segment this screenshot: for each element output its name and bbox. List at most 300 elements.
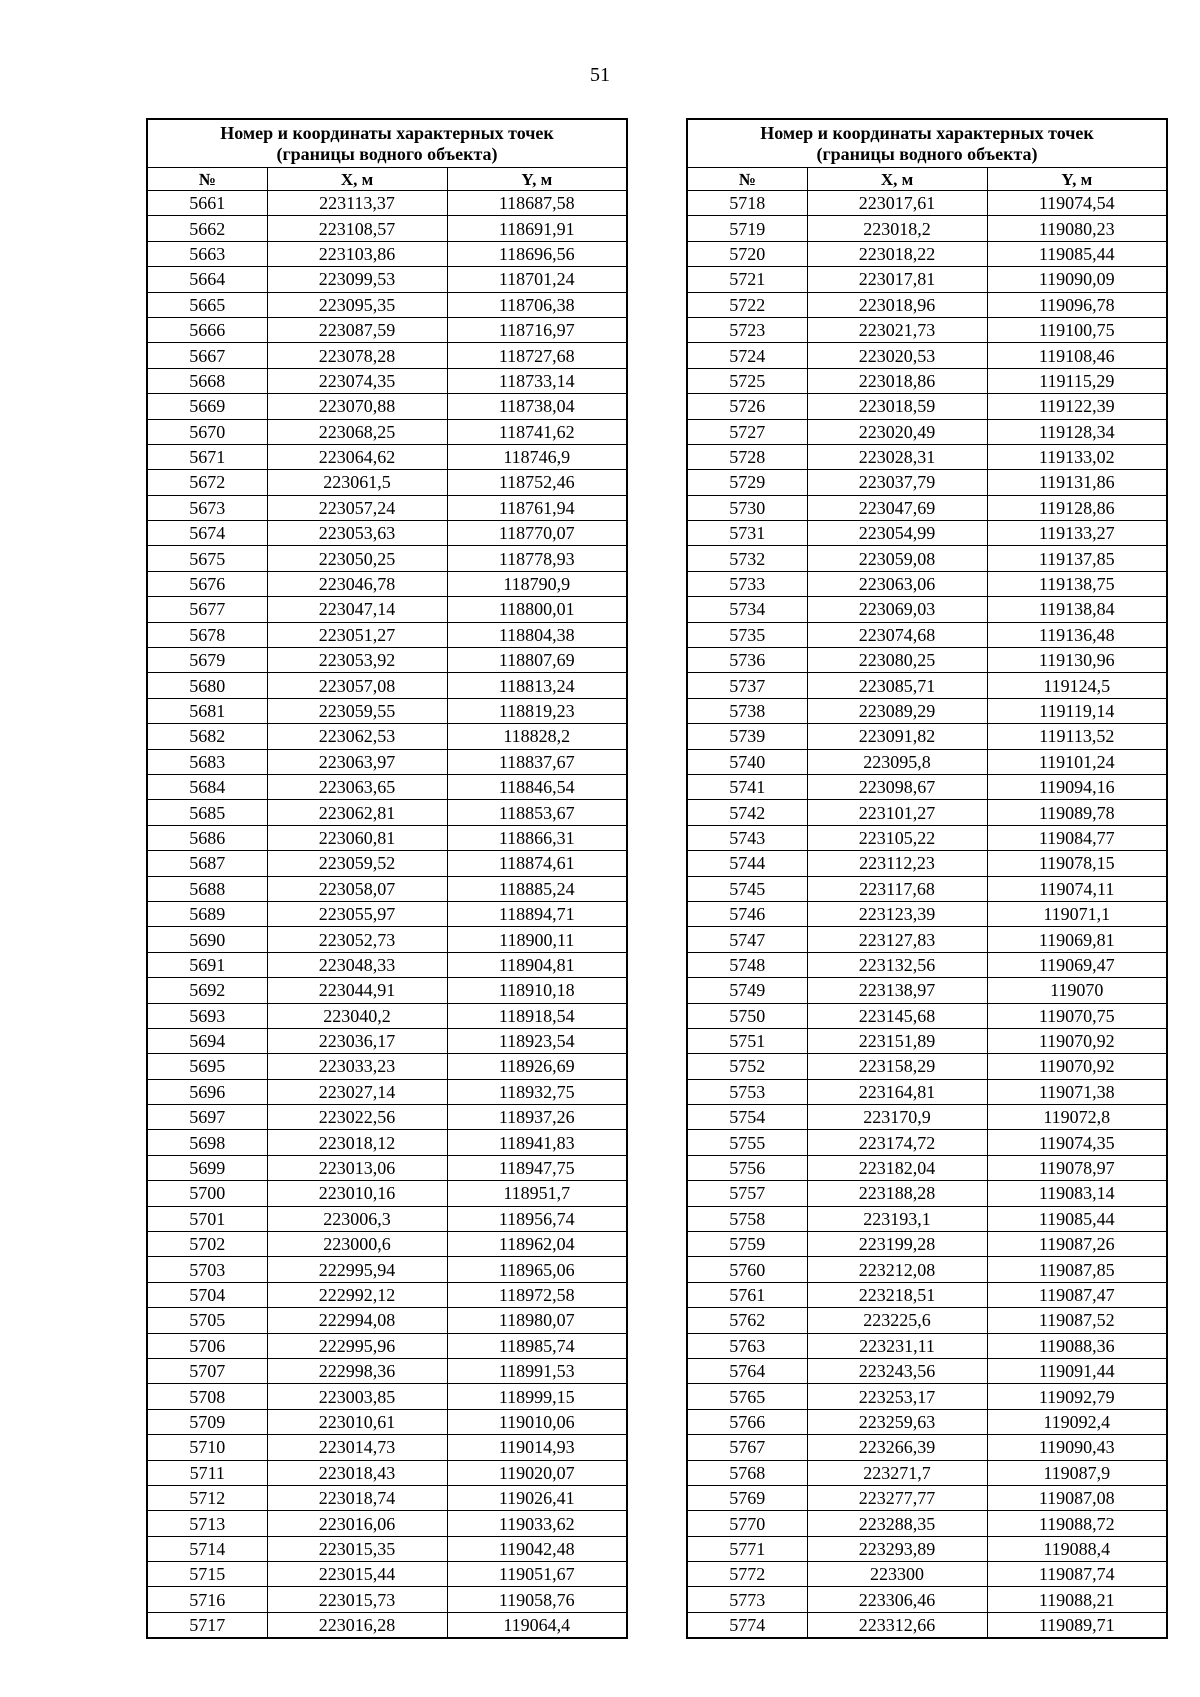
- point-number-cell: 5675: [147, 546, 267, 571]
- y-coordinate-cell: 118999,15: [447, 1384, 627, 1409]
- y-coordinate-cell: 119042,48: [447, 1536, 627, 1561]
- table-row: [687, 1358, 1167, 1383]
- y-coordinate-cell: 119087,74: [987, 1562, 1167, 1587]
- table-row: [687, 368, 1167, 393]
- y-coordinate-cell: 118733,14: [447, 368, 627, 393]
- table-row: [687, 978, 1167, 1003]
- table-row: [687, 444, 1167, 469]
- x-coordinate-cell: 223063,06: [807, 571, 987, 596]
- x-coordinate-cell: 223212,08: [807, 1257, 987, 1282]
- y-coordinate-cell: 119087,85: [987, 1257, 1167, 1282]
- x-coordinate-cell: 222998,36: [267, 1358, 447, 1383]
- y-coordinate-cell: 118853,67: [447, 800, 627, 825]
- x-coordinate-cell: 223078,28: [267, 343, 447, 368]
- table-row: [147, 1282, 627, 1307]
- x-coordinate-cell: 223188,28: [807, 1181, 987, 1206]
- column-header-y: Y, м: [447, 168, 627, 191]
- y-coordinate-cell: 118965,06: [447, 1257, 627, 1282]
- point-number-cell: 5706: [147, 1333, 267, 1358]
- table-row: [687, 394, 1167, 419]
- x-coordinate-cell: 223018,74: [267, 1485, 447, 1510]
- x-coordinate-cell: 223080,25: [807, 648, 987, 673]
- table-row: [147, 749, 627, 774]
- y-coordinate-cell: 118752,46: [447, 470, 627, 495]
- table-row: [687, 1105, 1167, 1130]
- table-row: [687, 470, 1167, 495]
- table-row: [687, 774, 1167, 799]
- point-number-cell: 5773: [687, 1587, 807, 1612]
- table-row: [147, 1612, 627, 1638]
- point-number-cell: 5666: [147, 317, 267, 342]
- x-coordinate-cell: 223040,2: [267, 1003, 447, 1028]
- table-row: [687, 1130, 1167, 1155]
- y-coordinate-cell: 118937,26: [447, 1105, 627, 1130]
- x-coordinate-cell: 223055,97: [267, 901, 447, 926]
- x-coordinate-cell: 223016,06: [267, 1511, 447, 1536]
- table-row: [687, 648, 1167, 673]
- y-coordinate-cell: 118962,04: [447, 1232, 627, 1257]
- table-row: [147, 292, 627, 317]
- table-row: [147, 978, 627, 1003]
- y-coordinate-cell: 119137,85: [987, 546, 1167, 571]
- y-coordinate-cell: 119058,76: [447, 1587, 627, 1612]
- table-row: [147, 444, 627, 469]
- x-coordinate-cell: 223003,85: [267, 1384, 447, 1409]
- y-coordinate-cell: 118918,54: [447, 1003, 627, 1028]
- point-number-cell: 5728: [687, 444, 807, 469]
- table-row: [687, 216, 1167, 241]
- table-row: [147, 343, 627, 368]
- x-coordinate-cell: 223164,81: [807, 1079, 987, 1104]
- point-number-cell: 5732: [687, 546, 807, 571]
- table-row: [687, 292, 1167, 317]
- point-number-cell: 5710: [147, 1435, 267, 1460]
- x-coordinate-cell: 223085,71: [807, 673, 987, 698]
- point-number-cell: 5670: [147, 419, 267, 444]
- point-number-cell: 5725: [687, 368, 807, 393]
- y-coordinate-cell: 119085,44: [987, 1206, 1167, 1231]
- table-row: [147, 571, 627, 596]
- point-number-cell: 5758: [687, 1206, 807, 1231]
- y-coordinate-cell: 118727,68: [447, 343, 627, 368]
- table-row: [147, 597, 627, 622]
- table-row: [687, 1054, 1167, 1079]
- x-coordinate-cell: 223069,03: [807, 597, 987, 622]
- table-row: [147, 267, 627, 292]
- y-coordinate-cell: 119072,8: [987, 1105, 1167, 1130]
- point-number-cell: 5697: [147, 1105, 267, 1130]
- x-coordinate-cell: 223074,68: [807, 622, 987, 647]
- y-coordinate-cell: 118923,54: [447, 1028, 627, 1053]
- coordinates-table-left: [146, 118, 628, 1639]
- x-coordinate-cell: 223117,68: [807, 876, 987, 901]
- y-coordinate-cell: 119087,26: [987, 1232, 1167, 1257]
- y-coordinate-cell: 119136,48: [987, 622, 1167, 647]
- table-row: [687, 901, 1167, 926]
- x-coordinate-cell: 223070,88: [267, 394, 447, 419]
- table-row: [147, 774, 627, 799]
- x-coordinate-cell: 223098,67: [807, 774, 987, 799]
- x-coordinate-cell: 223053,63: [267, 521, 447, 546]
- y-coordinate-cell: 119070: [987, 978, 1167, 1003]
- table-row: [687, 241, 1167, 266]
- x-coordinate-cell: 223062,53: [267, 724, 447, 749]
- point-number-cell: 5701: [147, 1206, 267, 1231]
- point-number-cell: 5759: [687, 1232, 807, 1257]
- x-coordinate-cell: 223053,92: [267, 648, 447, 673]
- point-number-cell: 5662: [147, 216, 267, 241]
- table-row: [147, 1155, 627, 1180]
- point-number-cell: 5669: [147, 394, 267, 419]
- x-coordinate-cell: 223170,9: [807, 1105, 987, 1130]
- point-number-cell: 5667: [147, 343, 267, 368]
- table-row: [687, 622, 1167, 647]
- y-coordinate-cell: 119014,93: [447, 1435, 627, 1460]
- point-number-cell: 5748: [687, 952, 807, 977]
- table-row: [147, 1105, 627, 1130]
- y-coordinate-cell: 119096,78: [987, 292, 1167, 317]
- point-number-cell: 5755: [687, 1130, 807, 1155]
- x-coordinate-cell: 223048,33: [267, 952, 447, 977]
- table-row: [147, 368, 627, 393]
- point-number-cell: 5745: [687, 876, 807, 901]
- y-coordinate-cell: 119088,4: [987, 1536, 1167, 1561]
- x-coordinate-cell: 223063,65: [267, 774, 447, 799]
- x-coordinate-cell: 223174,72: [807, 1130, 987, 1155]
- table-row: [147, 394, 627, 419]
- x-coordinate-cell: 223054,99: [807, 521, 987, 546]
- point-number-cell: 5663: [147, 241, 267, 266]
- point-number-cell: 5672: [147, 470, 267, 495]
- table-row: [147, 927, 627, 952]
- x-coordinate-cell: 223113,37: [267, 191, 447, 216]
- y-coordinate-cell: 119033,62: [447, 1511, 627, 1536]
- x-coordinate-cell: 223091,82: [807, 724, 987, 749]
- x-coordinate-cell: 223288,35: [807, 1511, 987, 1536]
- point-number-cell: 5761: [687, 1282, 807, 1307]
- y-coordinate-cell: 118770,07: [447, 521, 627, 546]
- x-coordinate-cell: 223020,49: [807, 419, 987, 444]
- x-coordinate-cell: 223293,89: [807, 1536, 987, 1561]
- x-coordinate-cell: 223006,3: [267, 1206, 447, 1231]
- x-coordinate-cell: 223037,79: [807, 470, 987, 495]
- column-header-x: X, м: [267, 168, 447, 191]
- point-number-cell: 5752: [687, 1054, 807, 1079]
- point-number-cell: 5681: [147, 698, 267, 723]
- point-number-cell: 5665: [147, 292, 267, 317]
- table-row: [147, 673, 627, 698]
- y-coordinate-cell: 118894,71: [447, 901, 627, 926]
- point-number-cell: 5687: [147, 851, 267, 876]
- x-coordinate-cell: 223000,6: [267, 1232, 447, 1257]
- table-row: [147, 1206, 627, 1231]
- table-title-line-1: Номер и координаты характерных точек: [760, 123, 1094, 143]
- x-coordinate-cell: 223193,1: [807, 1206, 987, 1231]
- table-row: [147, 1409, 627, 1434]
- table-row: [687, 191, 1167, 216]
- point-number-cell: 5671: [147, 444, 267, 469]
- point-number-cell: 5753: [687, 1079, 807, 1104]
- table-row: [687, 1511, 1167, 1536]
- point-number-cell: 5683: [147, 749, 267, 774]
- point-number-cell: 5712: [147, 1485, 267, 1510]
- y-coordinate-cell: 119064,4: [447, 1612, 627, 1638]
- table-row: [147, 470, 627, 495]
- y-coordinate-cell: 118985,74: [447, 1333, 627, 1358]
- x-coordinate-cell: 223033,23: [267, 1054, 447, 1079]
- table-row: [687, 1460, 1167, 1485]
- point-number-cell: 5766: [687, 1409, 807, 1434]
- point-number-cell: 5769: [687, 1485, 807, 1510]
- x-coordinate-cell: 223010,61: [267, 1409, 447, 1434]
- table-title: [687, 119, 1167, 168]
- y-coordinate-cell: 118991,53: [447, 1358, 627, 1383]
- point-number-cell: 5714: [147, 1536, 267, 1561]
- column-header-number: №: [147, 168, 267, 191]
- x-coordinate-cell: 223095,8: [807, 749, 987, 774]
- y-coordinate-cell: 119071,38: [987, 1079, 1167, 1104]
- x-coordinate-cell: 222992,12: [267, 1282, 447, 1307]
- point-number-cell: 5716: [147, 1587, 267, 1612]
- y-coordinate-cell: 118837,67: [447, 749, 627, 774]
- table-row: [687, 800, 1167, 825]
- y-coordinate-cell: 119087,47: [987, 1282, 1167, 1307]
- y-coordinate-cell: 119131,86: [987, 470, 1167, 495]
- x-coordinate-cell: 223099,53: [267, 267, 447, 292]
- point-number-cell: 5694: [147, 1028, 267, 1053]
- point-number-cell: 5768: [687, 1460, 807, 1485]
- table-row: [147, 800, 627, 825]
- point-number-cell: 5722: [687, 292, 807, 317]
- y-coordinate-cell: 119092,4: [987, 1409, 1167, 1434]
- x-coordinate-cell: 223020,53: [807, 343, 987, 368]
- y-coordinate-cell: 118716,97: [447, 317, 627, 342]
- x-coordinate-cell: 223225,6: [807, 1308, 987, 1333]
- x-coordinate-cell: 223018,43: [267, 1460, 447, 1485]
- x-coordinate-cell: 223018,96: [807, 292, 987, 317]
- table-row: [687, 1536, 1167, 1561]
- table-row: [687, 876, 1167, 901]
- x-coordinate-cell: 223059,08: [807, 546, 987, 571]
- y-coordinate-cell: 119101,24: [987, 749, 1167, 774]
- y-coordinate-cell: 119020,07: [447, 1460, 627, 1485]
- x-coordinate-cell: 223132,56: [807, 952, 987, 977]
- point-number-cell: 5705: [147, 1308, 267, 1333]
- y-coordinate-cell: 118741,62: [447, 419, 627, 444]
- y-coordinate-cell: 118778,93: [447, 546, 627, 571]
- x-coordinate-cell: 223105,22: [807, 825, 987, 850]
- point-number-cell: 5661: [147, 191, 267, 216]
- table-row: [147, 317, 627, 342]
- point-number-cell: 5713: [147, 1511, 267, 1536]
- x-coordinate-cell: 223300: [807, 1562, 987, 1587]
- table-row: [687, 1384, 1167, 1409]
- x-coordinate-cell: 223059,55: [267, 698, 447, 723]
- table-row: [147, 1562, 627, 1587]
- table-row: [147, 622, 627, 647]
- point-number-cell: 5717: [147, 1612, 267, 1638]
- table-title: [147, 119, 627, 168]
- point-number-cell: 5744: [687, 851, 807, 876]
- point-number-cell: 5750: [687, 1003, 807, 1028]
- table-row: [687, 1028, 1167, 1053]
- y-coordinate-cell: 119094,16: [987, 774, 1167, 799]
- point-number-cell: 5764: [687, 1358, 807, 1383]
- point-number-cell: 5756: [687, 1155, 807, 1180]
- table-row: [147, 191, 627, 216]
- x-coordinate-cell: 223018,2: [807, 216, 987, 241]
- point-number-cell: 5767: [687, 1435, 807, 1460]
- y-coordinate-cell: 118956,74: [447, 1206, 627, 1231]
- table-row: [687, 1206, 1167, 1231]
- y-coordinate-cell: 119084,77: [987, 825, 1167, 850]
- table-row: [147, 1028, 627, 1053]
- y-coordinate-cell: 119088,36: [987, 1333, 1167, 1358]
- y-coordinate-cell: 119070,92: [987, 1054, 1167, 1079]
- table-row: [147, 1308, 627, 1333]
- point-number-cell: 5754: [687, 1105, 807, 1130]
- x-coordinate-cell: 223087,59: [267, 317, 447, 342]
- column-header-number: №: [687, 168, 807, 191]
- point-number-cell: 5691: [147, 952, 267, 977]
- point-number-cell: 5770: [687, 1511, 807, 1536]
- point-number-cell: 5721: [687, 267, 807, 292]
- y-coordinate-cell: 119078,15: [987, 851, 1167, 876]
- table-row: [687, 597, 1167, 622]
- x-coordinate-cell: 223016,28: [267, 1612, 447, 1638]
- x-coordinate-cell: 223138,97: [807, 978, 987, 1003]
- table-row: [147, 546, 627, 571]
- y-coordinate-cell: 119074,35: [987, 1130, 1167, 1155]
- y-coordinate-cell: 118926,69: [447, 1054, 627, 1079]
- point-number-cell: 5723: [687, 317, 807, 342]
- point-number-cell: 5749: [687, 978, 807, 1003]
- y-coordinate-cell: 119133,27: [987, 521, 1167, 546]
- point-number-cell: 5746: [687, 901, 807, 926]
- x-coordinate-cell: 223047,69: [807, 495, 987, 520]
- point-number-cell: 5740: [687, 749, 807, 774]
- point-number-cell: 5703: [147, 1257, 267, 1282]
- x-coordinate-cell: 223145,68: [807, 1003, 987, 1028]
- point-number-cell: 5757: [687, 1181, 807, 1206]
- y-coordinate-cell: 118761,94: [447, 495, 627, 520]
- point-number-cell: 5720: [687, 241, 807, 266]
- x-coordinate-cell: 223074,35: [267, 368, 447, 393]
- point-number-cell: 5741: [687, 774, 807, 799]
- y-coordinate-cell: 118972,58: [447, 1282, 627, 1307]
- y-coordinate-cell: 118866,31: [447, 825, 627, 850]
- x-coordinate-cell: 223068,25: [267, 419, 447, 444]
- point-number-cell: 5699: [147, 1155, 267, 1180]
- x-coordinate-cell: 223127,83: [807, 927, 987, 952]
- point-number-cell: 5702: [147, 1232, 267, 1257]
- y-coordinate-cell: 119090,43: [987, 1435, 1167, 1460]
- point-number-cell: 5734: [687, 597, 807, 622]
- x-coordinate-cell: 223199,28: [807, 1232, 987, 1257]
- point-number-cell: 5692: [147, 978, 267, 1003]
- table-row: [687, 571, 1167, 596]
- point-number-cell: 5696: [147, 1079, 267, 1104]
- table-row: [687, 1587, 1167, 1612]
- y-coordinate-cell: 119100,75: [987, 317, 1167, 342]
- table-row: [687, 267, 1167, 292]
- x-coordinate-cell: 223058,07: [267, 876, 447, 901]
- table-row: [147, 1079, 627, 1104]
- y-coordinate-cell: 119069,81: [987, 927, 1167, 952]
- table-row: [147, 241, 627, 266]
- table-row: [687, 1485, 1167, 1510]
- table-row: [687, 825, 1167, 850]
- y-coordinate-cell: 118738,04: [447, 394, 627, 419]
- y-coordinate-cell: 118846,54: [447, 774, 627, 799]
- table-row: [147, 1130, 627, 1155]
- x-coordinate-cell: 223060,81: [267, 825, 447, 850]
- x-coordinate-cell: 223059,52: [267, 851, 447, 876]
- table-row: [147, 1435, 627, 1460]
- y-coordinate-cell: 118932,75: [447, 1079, 627, 1104]
- y-coordinate-cell: 118980,07: [447, 1308, 627, 1333]
- point-number-cell: 5711: [147, 1460, 267, 1485]
- x-coordinate-cell: 223015,35: [267, 1536, 447, 1561]
- x-coordinate-cell: 223243,56: [807, 1358, 987, 1383]
- coordinates-table-right: [686, 118, 1168, 1639]
- table-row: [147, 876, 627, 901]
- x-coordinate-cell: 223062,81: [267, 800, 447, 825]
- table-row: [147, 419, 627, 444]
- point-number-cell: 5731: [687, 521, 807, 546]
- table-row: [687, 749, 1167, 774]
- y-coordinate-cell: 118904,81: [447, 952, 627, 977]
- point-number-cell: 5704: [147, 1282, 267, 1307]
- point-number-cell: 5762: [687, 1308, 807, 1333]
- table-row: [687, 1155, 1167, 1180]
- y-coordinate-cell: 119074,54: [987, 191, 1167, 216]
- x-coordinate-cell: 223103,86: [267, 241, 447, 266]
- point-number-cell: 5682: [147, 724, 267, 749]
- x-coordinate-cell: 223047,14: [267, 597, 447, 622]
- table-row: [687, 1003, 1167, 1028]
- table-row: [687, 521, 1167, 546]
- point-number-cell: 5684: [147, 774, 267, 799]
- table-row: [147, 495, 627, 520]
- table-title-line-2: (границы водного объекта): [816, 144, 1038, 164]
- point-number-cell: 5733: [687, 571, 807, 596]
- point-number-cell: 5700: [147, 1181, 267, 1206]
- point-number-cell: 5730: [687, 495, 807, 520]
- table-row: [687, 698, 1167, 723]
- x-coordinate-cell: 223022,56: [267, 1105, 447, 1130]
- y-coordinate-cell: 119089,78: [987, 800, 1167, 825]
- y-coordinate-cell: 118813,24: [447, 673, 627, 698]
- point-number-cell: 5673: [147, 495, 267, 520]
- table-row: [687, 1562, 1167, 1587]
- table-row: [687, 546, 1167, 571]
- table-row: [147, 825, 627, 850]
- y-coordinate-cell: 119071,1: [987, 901, 1167, 926]
- table-row: [687, 317, 1167, 342]
- table-row: [687, 1079, 1167, 1104]
- y-coordinate-cell: 119026,41: [447, 1485, 627, 1510]
- point-number-cell: 5676: [147, 571, 267, 596]
- x-coordinate-cell: 223063,97: [267, 749, 447, 774]
- x-coordinate-cell: 223095,35: [267, 292, 447, 317]
- table-row: [687, 673, 1167, 698]
- point-number-cell: 5763: [687, 1333, 807, 1358]
- y-coordinate-cell: 118941,83: [447, 1130, 627, 1155]
- x-coordinate-cell: 223027,14: [267, 1079, 447, 1104]
- x-coordinate-cell: 223112,23: [807, 851, 987, 876]
- point-number-cell: 5688: [147, 876, 267, 901]
